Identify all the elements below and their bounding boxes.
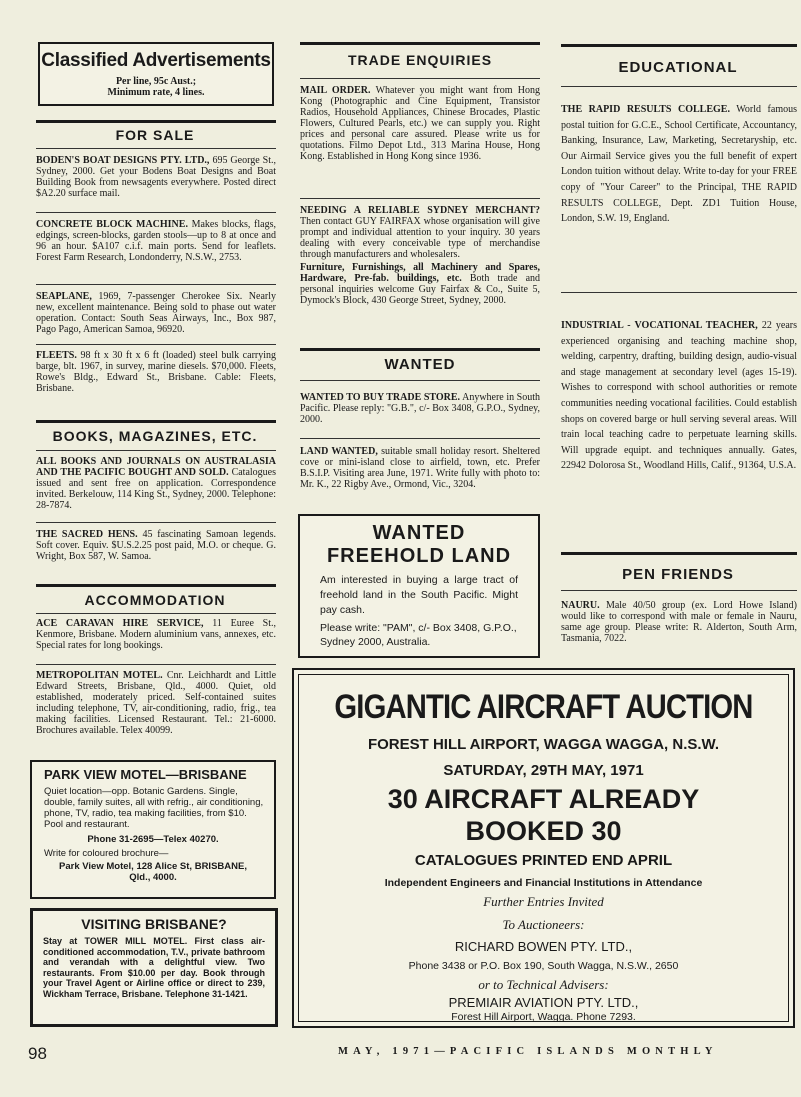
section-heading-accommodation: ACCOMMODATION bbox=[84, 592, 226, 608]
list-item bbox=[36, 291, 276, 335]
classified-rate-1: Per line, 95c Aust.; bbox=[115, 76, 197, 87]
divider bbox=[561, 44, 797, 47]
ad-body: suitable small holiday resort. Sheltered cove or mini-island close to airfield, town, etc. Prefer B.S.I.P. Visiting area June, 1971. Write fully with photo to: Mr. K., 22 Rigby Ave., Ormond, Vic., 3204. bbox=[300, 446, 540, 490]
ad-lead: WANTED TO BUY TRADE STORE. bbox=[300, 392, 461, 403]
ad-lead: ALL BOOKS AND JOURNALS ON AUSTRALASIA AND THE PACIFIC BOUGHT AND SOLD. bbox=[36, 456, 276, 478]
divider bbox=[36, 212, 276, 213]
freehold-title-2: FREEHOLD LAND bbox=[326, 545, 512, 567]
auctioneer-name: RICHARD BOWEN PTY. LTD., bbox=[454, 939, 633, 954]
ad-lead: FLEETS. bbox=[36, 350, 77, 361]
park-view-write: Write for coloured brochure— bbox=[44, 848, 169, 859]
divider bbox=[36, 120, 276, 123]
divider bbox=[300, 78, 540, 79]
technical-advisers-address: Forest Hill Airport, Wagga. Phone 7293. bbox=[451, 1011, 636, 1023]
park-view-title: PARK VIEW MOTEL—BRISBANE bbox=[44, 767, 247, 782]
list-item bbox=[36, 155, 276, 199]
section-heading-trade: TRADE ENQUIRIES bbox=[347, 52, 493, 68]
ad-lead: LAND WANTED, bbox=[300, 446, 378, 457]
classified-header-box bbox=[38, 42, 274, 106]
auction-to-auctioneers: To Auctioneers: bbox=[502, 917, 585, 932]
ad-lead: Furniture, Furnishings, all Machinery and Spares, Hardware, Pre-fab. buildings, etc. bbox=[300, 262, 540, 284]
list-item bbox=[300, 205, 540, 306]
ad-body: Anywhere in South Pacific. Please reply: "G.B.", c/- Box 3408, G.P.O., Sydney, 2000. bbox=[300, 392, 541, 425]
auction-title: GIGANTIC AIRCRAFT AUCTION bbox=[334, 688, 753, 726]
auction-to-technical: or to Technical Advisers: bbox=[478, 977, 609, 992]
list-item bbox=[561, 318, 797, 474]
ad-body: 11 Euree St., Kenmore, Brisbane. Modern aluminium vans, annexes, etc. Special rates for long bookings. bbox=[36, 618, 276, 651]
ad-body: 1969, 7-passenger Cherokee Six. Nearly new, excellent maintenance. Being sold to phase out water operation. Contact: South Seas Airways, Inc., Box 987, Pago Pago, American Samoa, 96920. bbox=[36, 291, 277, 335]
ad-lead: SEAPLANE, bbox=[36, 291, 92, 302]
divider bbox=[561, 552, 797, 555]
list-item bbox=[300, 446, 540, 490]
divider bbox=[36, 613, 276, 614]
ad-body: Both trade and personal inquiries welcome Guy Fairfax & Co., Suite 5, Dymock's Block, 430 George Street, Sydney, 2000. bbox=[300, 273, 541, 306]
ad-body: Male 40/50 group (ex. Lord Howe Island) would like to correspond with male or female in Nauru, same age group. Please write: R. Alderton, South Arm, Tasmania, 7022. bbox=[561, 600, 798, 644]
ad-lead: MAIL ORDER. bbox=[300, 85, 371, 96]
ad-body: Catalogues issued and sent free on application. Correspondence invited. Berkelouw, 114 King St., Sydney, 2000. Telephone: 28-7874. bbox=[36, 467, 277, 511]
ad-body: 22 years experienced organising and teaching machine shop, welding, carpentry, drafting, building design, audio-visual and stage management at secondary level (ages 15-19). Wishes to correspond with school authorities or remote communities needing vocational facilities. Could establish shops on covered barge or hull serving several areas. Will train local teaching cadre to perpetuate learning skills. Will upgrade equipt. and techniques annually. Gates, 22942 Dolorosa St., Woodland Hills, Calif., 91364, U.S.A. bbox=[561, 320, 797, 472]
ad-lead: METROPOLITAN MOTEL. bbox=[36, 670, 163, 681]
divider bbox=[300, 198, 540, 199]
ad-lead: CONCRETE BLOCK MACHINE. bbox=[36, 219, 188, 230]
list-item bbox=[36, 670, 276, 736]
divider bbox=[561, 86, 797, 87]
divider bbox=[36, 148, 276, 149]
freehold-title-1: WANTED bbox=[372, 522, 466, 544]
freehold-land-ad bbox=[298, 514, 540, 658]
ad-body: 98 ft x 30 ft x 6 ft (loaded) steel bulk carrying barge, blt. 1967, in survey, marine diesels. $70,000. Fleets, Rowe's Bldg., Edward St., Brisbane. Cable: Fleets, Brisbane. bbox=[36, 350, 277, 394]
list-item bbox=[36, 456, 276, 511]
visiting-brisbane-ad bbox=[30, 908, 278, 1027]
ad-lead: BODEN'S BOAT DESIGNS PTY. LTD., bbox=[36, 155, 210, 166]
section-heading-books: BOOKS, MAGAZINES, ETC. bbox=[52, 428, 258, 444]
park-view-ad bbox=[30, 760, 276, 899]
auction-location: FOREST HILL AIRPORT, WAGGA WAGGA, N.S.W. bbox=[367, 736, 720, 753]
page-footer: MAY, 1971—PACIFIC ISLANDS MONTHLY bbox=[338, 1046, 718, 1057]
list-item bbox=[561, 600, 797, 644]
section-heading-pen-friends: PEN FRIENDS bbox=[622, 566, 734, 583]
section-heading-wanted: WANTED bbox=[384, 356, 456, 373]
divider bbox=[36, 664, 276, 665]
park-view-body: Quiet location—opp. Botanic Gardens. Single, double, family suites, all with refrig., air conditioning, phone, TV, radio, tea making facilities, from $10. Pool and restaurant. bbox=[44, 786, 264, 830]
list-item bbox=[36, 219, 276, 263]
auction-catalogues: CATALOGUES PRINTED END APRIL bbox=[414, 852, 673, 869]
divider bbox=[36, 344, 276, 345]
ad-body: World famous postal tuition for G.C.E., School Certificate, Accountancy, Banking, Insurance, Law, Marketing, Secretaryship, etc. Our Airmail Service gives you the full benefit of expert London tuition without delay. Write to-day for your FREE copy of "Your Career" to the Principal, THE RAPID RESULTS COLLEGE, Dept. ZD1 Tuition House, London, S.W. 19, England. bbox=[561, 104, 797, 225]
ad-body: Cnr. Leichhardt and Little Edward Streets, Brisbane, Qld., 4000. Quiet, old established, moderately priced. Self-contained suites including telephone, TV, air-conditioning, radio, frig., tea making facilities. Licensed Restaurant. Tel.: 21-6000. Brochures available. Telex 40099. bbox=[36, 670, 277, 736]
ad-body: 695 George St., Sydney, 2000. Get your Bodens Boat Designs and Boat Building Book from newsagents everywhere. Posted direct $A2.20 surface mail. bbox=[36, 155, 277, 199]
auction-booked-1: 30 AIRCRAFT ALREADY bbox=[387, 784, 700, 814]
freehold-body: Am interested in buying a large tract of freehold land in the South Pacific. Might pay cash. bbox=[320, 574, 518, 616]
ad-body: Whatever you might want from Hong Kong (Photographic and Cine Equipment, Transistor Radios, Household Appliances, Chinese Brocades, Plastic Flowers, Cultured Pearls, etc.) we can supply you. Right prices and personal care assured. Please write us for quotations. Filmo Depot Ltd., 313 Marina House, Hong Kong. Established in Hong Kong since 1936. bbox=[300, 85, 540, 162]
auctioneer-address: Phone 3438 or P.O. Box 190, South Wagga, N.S.W., 2650 bbox=[408, 960, 679, 972]
list-item bbox=[36, 618, 276, 651]
ad-body: Makes blocks, flags, edgings, screen-blocks, garden stools—up to 8 at once and 96 an hour. $A107 c.i.f. main ports. Send for leaflets. Forest Farm Research, Londonderry, N.S.W., 2753. bbox=[36, 219, 276, 263]
park-view-phone: Phone 31-2695—Telex 40270. bbox=[87, 834, 219, 845]
divider bbox=[300, 348, 540, 351]
auction-booked-2: BOOKED 30 bbox=[465, 816, 622, 846]
ad-lead: THE RAPID RESULTS COLLEGE. bbox=[561, 104, 730, 115]
auction-attendance: Independent Engineers and Financial Institutions in Attendance bbox=[384, 877, 703, 889]
ad-body: Then contact GUY FAIRFAX whose organisation will give prompt and individual attention to your inquiry. 30 years dealing with every conceivable type of merchandise through manufacturers and wholesalers. bbox=[300, 216, 540, 260]
aircraft-auction-ad bbox=[292, 668, 795, 1028]
technical-advisers-name: PREMIAIR AVIATION PTY. LTD., bbox=[448, 995, 639, 1010]
ad-body: 45 fascinating Samoan legends. Soft cover. Equiv. $U.S.2.25 post paid, M.O. or cheque. G. Wright, Box 587, W. Samoa. bbox=[36, 529, 277, 562]
ad-lead: INDUSTRIAL - VOCATIONAL TEACHER, bbox=[561, 320, 758, 331]
list-item bbox=[36, 529, 276, 562]
divider bbox=[300, 42, 540, 45]
ad-lead: ACE CARAVAN HIRE SERVICE, bbox=[36, 618, 204, 629]
list-item bbox=[300, 392, 540, 425]
divider bbox=[561, 590, 797, 591]
page-number: 98 bbox=[28, 1044, 47, 1063]
divider bbox=[300, 438, 540, 439]
section-heading-for-sale: FOR SALE bbox=[115, 127, 195, 143]
list-item bbox=[300, 85, 540, 162]
section-heading-educational: EDUCATIONAL bbox=[618, 59, 738, 76]
divider bbox=[300, 380, 540, 381]
ad-lead: NEEDING A RELIABLE SYDNEY MERCHANT? bbox=[300, 205, 540, 216]
freehold-reply: Please write: "PAM", c/- Box 3408, G.P.O., Sydney 2000, Australia. bbox=[320, 622, 517, 648]
divider bbox=[36, 420, 276, 423]
classified-rate-2: Minimum rate, 4 lines. bbox=[107, 87, 205, 98]
divider bbox=[36, 522, 276, 523]
divider bbox=[561, 292, 797, 293]
classified-title: Classified Advertisements bbox=[41, 50, 271, 71]
visiting-body: Stay at TOWER MILL MOTEL. First class air-conditioned accommodation, T.V., private bathroom and verandah with a delightful view. Two restaurants. From $10.00 per day. Book through your Travel Agent or Airline office or direct to 239, Wickham Terrace, Brisbane. Telephone 31-1421. bbox=[43, 936, 265, 999]
auction-date: SATURDAY, 29TH MAY, 1971 bbox=[443, 762, 644, 779]
divider bbox=[36, 450, 276, 451]
auction-entries: Further Entries Invited bbox=[483, 894, 604, 909]
divider bbox=[36, 284, 276, 285]
visiting-title: VISITING BRISBANE? bbox=[81, 916, 227, 932]
list-item bbox=[561, 102, 797, 227]
park-view-address: Park View Motel, 128 Alice St, BRISBANE, Qld., 4000. bbox=[59, 861, 247, 883]
ad-lead: THE SACRED HENS. bbox=[36, 529, 138, 540]
ad-lead: NAURU. bbox=[561, 600, 600, 611]
list-item bbox=[36, 350, 276, 394]
divider bbox=[36, 584, 276, 587]
